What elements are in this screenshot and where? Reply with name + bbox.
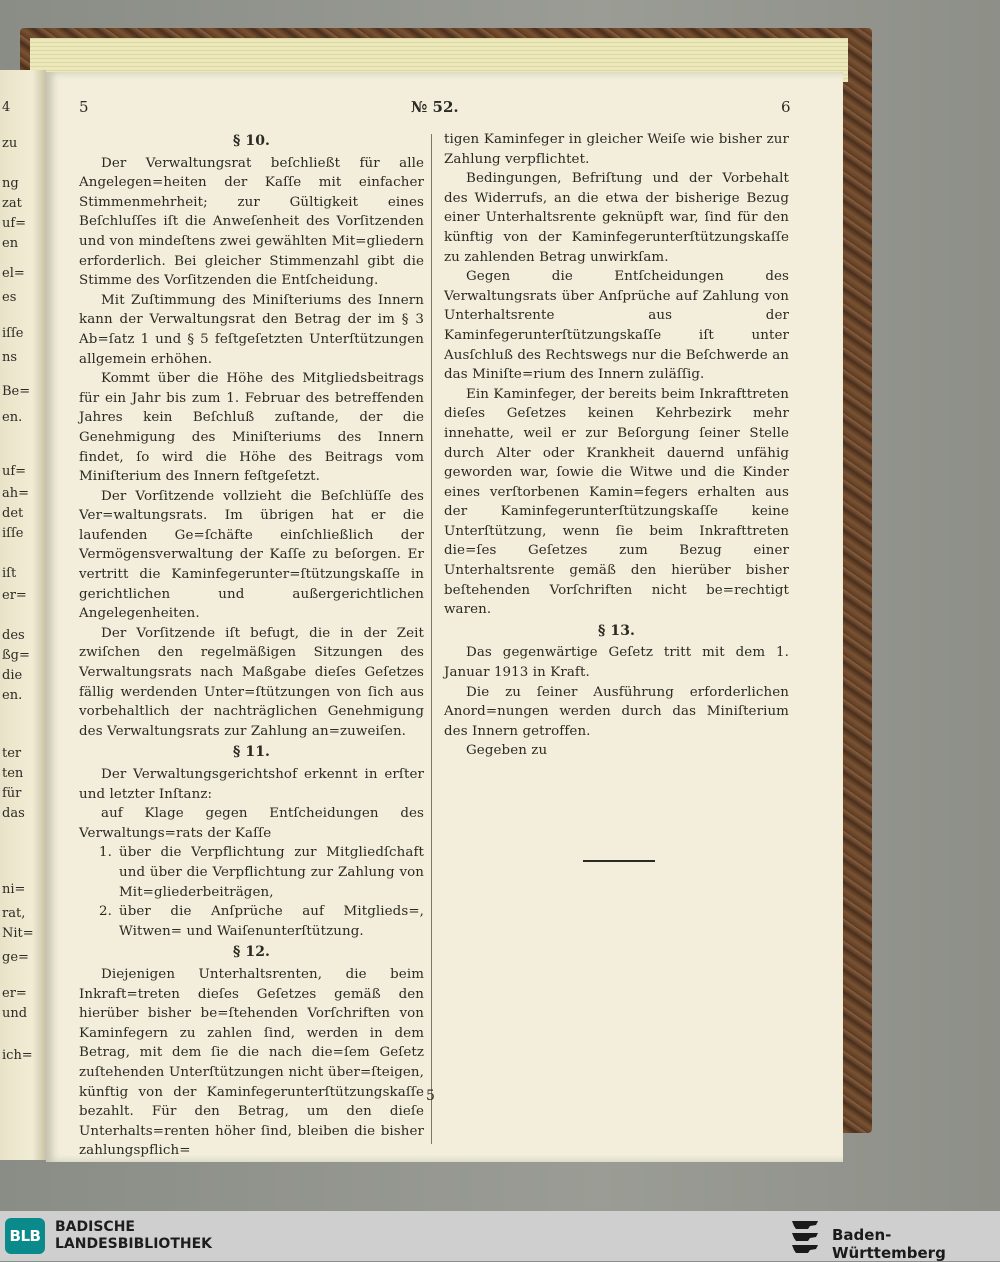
header-right-number: 6 — [781, 98, 791, 116]
left-text-column — [79, 130, 424, 1161]
paragraph: Der Verwaltungsrat beſchließt für alle Angelegen=heiten der Kaſſe mit einfacher Stimmenmehrheit; zur Gültigkeit eines Beſchluſſes iſt die Anweſenheit des Vorſitzenden und von mindeſtens zwei gewählten Mit=gliedern erforderlich. Bei gleicher Stimmenzahl gibt die Stimme des Vorſitzenden die Entſcheidung. — [79, 155, 424, 289]
left-page-text: für — [2, 786, 22, 801]
paragraph: Der Verwaltungsgerichtshof erkennt in erſter und letzter Inſtanz: — [79, 767, 424, 802]
paragraph: tigen Kaminfeger in gleicher Weiſe wie bisher zur Zahlung verpflichtet. — [444, 132, 789, 167]
blb-logo[interactable]: BLB — [5, 1218, 45, 1254]
left-page-text: en. — [2, 410, 23, 425]
column-divider — [431, 134, 432, 1144]
left-page-text: ten — [2, 766, 24, 781]
left-page-text: ich= — [2, 1048, 33, 1063]
paragraph: Das gegenwärtige Geſetz tritt mit dem 1. Januar 1913 in Kraft. — [444, 645, 789, 681]
closing-rule — [583, 860, 655, 862]
left-page-text: ah= — [2, 486, 30, 501]
section-heading: § 10. — [232, 133, 271, 149]
left-page-text: ni= — [2, 882, 26, 897]
left-page-text: el= — [2, 266, 25, 281]
left-page-text: iſſe — [2, 526, 24, 541]
left-page-text: uf= — [2, 216, 27, 231]
list-item-text: über die Verpflichtung zur Mitgliedſchaft und über die Verpflichtung zur Zahlung von Mit=gliederbeiträgen, — [119, 845, 424, 900]
left-page-text: und — [2, 1006, 28, 1021]
section-heading: § 13. — [597, 622, 636, 639]
left-page-text: zat — [2, 196, 22, 211]
paragraph: Die zu ſeiner Ausführung erforderlichen Anord=nungen werden durch das Miniſterium des Innern getroffen. — [444, 684, 789, 739]
list-item — [79, 902, 424, 941]
left-page-text: ng — [2, 176, 19, 191]
right-text-column — [444, 130, 789, 761]
left-page-text: er= — [2, 986, 27, 1001]
left-page-text: er= — [2, 588, 27, 603]
left-page-text: ßg= — [2, 648, 30, 663]
left-page-text: ns — [2, 350, 18, 365]
paragraph: Bedingungen, Befriſtung und der Vorbehalt des Widerrufs, an die etwa der bisherige Bezug einer Unterhaltsrente geknüpft war, ſind für den künftig von der Kaminfegerunterſtützungskaſſe zu zahlenden Betrag unwirkſam. — [444, 171, 789, 265]
left-page-text: ter — [2, 746, 22, 761]
list-item-number: 1. — [99, 845, 112, 861]
left-page-text: Nit= — [2, 926, 34, 941]
left-page-text: die — [2, 668, 23, 683]
left-page-text: Be= — [2, 384, 31, 399]
left-page-text: iſſe — [2, 326, 24, 341]
left-page-text: zu — [2, 136, 18, 151]
list-item — [79, 843, 424, 902]
left-page-text: des — [2, 628, 25, 643]
state-label[interactable]: Baden-Württemberg — [832, 1226, 946, 1262]
paragraph: auf Klage gegen Entſcheidungen des Verwaltungs=rats der Kaſſe — [79, 806, 424, 841]
list-item-number: 2. — [99, 904, 112, 920]
paragraph: Kommt über die Höhe des Mitgliedsbeitrags für ein Jahr bis zum 1. Februar des betreffenden Jahres kein Beſchluß zuſtande, der die Genehmigung des Miniſteriums des Innern findet, ſo wird die Höhe des Beitrags vom Miniſterium des Innern feſtgeſetzt. — [79, 371, 424, 485]
paragraph: Gegen die Entſcheidungen des Verwaltungsrats über Anſprüche auf Zahlung von Unterhaltsrente aus der Kaminfegerunterſtützungskaſſe iſt unter Ausſchluß des Rechtswegs nur die Beſchwerde an das Miniſte=rium des Innern zuläſſig. — [444, 269, 789, 383]
left-page-text: uf= — [2, 464, 27, 479]
left-page-text: das — [2, 806, 25, 821]
paragraph: Gegeben zu — [466, 743, 548, 759]
library-name[interactable] — [55, 1219, 212, 1253]
left-page-text: det — [2, 506, 24, 521]
left-page-text: rat, — [2, 906, 26, 921]
section-heading: § 12. — [232, 944, 271, 961]
document-page — [46, 72, 843, 1162]
left-page-text: iſt — [2, 566, 17, 581]
left-page-text: ge= — [2, 950, 29, 965]
left-page-text: en. — [2, 688, 23, 703]
paragraph: Mit Zuſtimmung des Miniſteriums des Innern kann der Verwaltungsrat den Betrag der im § 3 Ab=ſatz 1 und § 5 feſtgeſetzten Unterſtützungen allgemein erhöhen. — [79, 292, 424, 367]
list-item-text: über die Anſprüche auf Mitglieds=, Witwen= und Waiſenunterſtützung. — [119, 904, 424, 939]
header-left-number: 5 — [79, 98, 89, 116]
footer-bar — [0, 1211, 1000, 1261]
left-page-text: en — [2, 236, 19, 251]
page-number: 5 — [426, 1088, 435, 1104]
paragraph: Ein Kaminfeger, der bereits beim Inkrafttreten dieſes Geſetzes keinen Kehrbezirk mehr innehatte, weil er zur Beſorgung ſeiner Stelle durch Alter oder Krankheit dauernd unfähig geworden war, ſowie die Witwe und die Kinder eines verſtorbenen Kamin=fegers erhalten aus der Kaminfegerunterſtützungskaſſe keine Unterſtützung, wenn ſie beim Inkrafttreten die=ſes Geſetzes zum Bezug einer Unterhaltsrente gemäß den hierüber bisher beſtehenden Vorſchriften nicht be=rechtigt waren. — [444, 386, 789, 618]
header-title: № 52. — [411, 98, 459, 116]
library-name-line1: BADISCHE — [55, 1219, 135, 1235]
paragraph: Der Vorſitzende iſt befugt, die in der Zeit zwiſchen den regelmäßigen Sitzungen des Verwaltungsrats nach Maßgabe dieſes Geſetzes fällig werdenden Unter=ſtützungen von ſich aus vorbehaltlich der nachträglichen Genehmigung des Verwaltungsrats zur Zahlung an=zuweiſen. — [79, 625, 424, 739]
paragraph: Der Vorſitzende vollzieht die Beſchlüſſe des Ver=waltungsrats. Im übrigen hat er die laufenden Ge=ſchäfte einſchließlich der Vermögensverwaltung der Kaſſe zu beſorgen. Er vertritt die Kaminfegerunter=ſtützungskaſſe in gerichtlichen und außergerichtlichen Angelegenheiten. — [79, 488, 424, 622]
paragraph: Diejenigen Unterhaltsrenten, die beim Inkraft=treten dieſes Geſetzes gemäß den hierüber bisher be=ſtehenden Vorſchriften von Kaminfegern zu zahlen ſind, werden in dem Betrag, mit dem ſie die nach die=ſem Geſetz zuſtehenden Unterſtützungen nicht über=ſteigen, künftig von der Kaminfegerunterſtützungskaſſe bezahlt. Für den Betrag, um den dieſe Unterhalts=renten höher ſind, bleiben die bisher zahlungspflich= — [79, 966, 424, 1159]
left-page-text: es — [2, 290, 17, 305]
section-heading: § 11. — [232, 744, 271, 761]
library-name-line2: LANDESBIBLIOTHEK — [55, 1236, 213, 1252]
three-lions-icon — [790, 1217, 822, 1255]
left-page-text: 4 — [2, 100, 11, 115]
left-page-fragment — [0, 70, 46, 1160]
